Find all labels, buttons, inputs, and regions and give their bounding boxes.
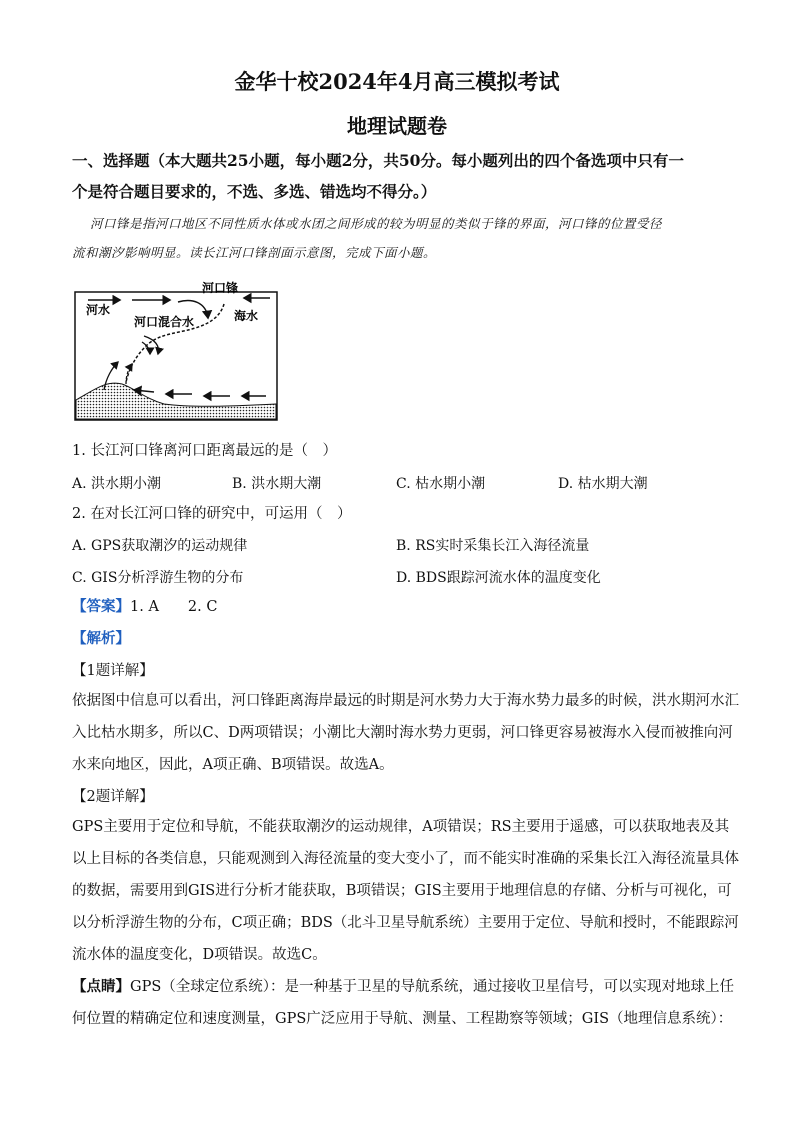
detail1-heading: 【1题详解】 (72, 663, 154, 679)
q1-option-a[interactable]: A. 洪水期小潮 (72, 476, 162, 492)
exam-title: 金华十校2024年4月高三模拟考试 (234, 69, 560, 94)
answer-tag: 【答案】 (72, 598, 130, 615)
label-sea: 海水 (234, 309, 259, 323)
detail2-line: 以分析浮游生物的分布，C项正确；BDS（北斗卫星导航系统）主要用于定位、导航和授时，不能跟踪河 (72, 915, 739, 931)
detail1-line: 水来向地区，因此，A项正确、B项错误。故选A。 (72, 757, 394, 773)
q1-option-b[interactable]: B. 洪水期大潮 (232, 476, 322, 492)
analysis-tag: 【解析】 (72, 630, 130, 647)
label-mixed: 河口混合水 (134, 315, 195, 329)
detail2-line: 的数据，需要用到GIS进行分析才能获取，B项错误；GIS主要用于地理信息的存储、分析与可视化，可 (72, 883, 732, 899)
detail2-heading: 【2题详解】 (72, 789, 154, 805)
point-tag: 【点睛】 (72, 978, 130, 995)
analysis-line (72, 628, 130, 650)
q2-option-d[interactable]: D. BDS跟踪河流水体的温度变化 (396, 570, 601, 586)
point-line2: 何位置的精确定位和速度测量，GPS广泛应用于导航、测量、工程勘察等领域；GIS（地理信息系统）： (72, 1011, 733, 1027)
detail1-line: 入比枯水期多，所以C、D两项错误；小潮比大潮时海水势力更弱，河口锋更容易被海水入侵而被推向河 (72, 725, 733, 741)
q2-option-c[interactable]: C. GIS分析浮游生物的分布 (72, 570, 244, 586)
detail1-line: 依据图中信息可以看出，河口锋距离海岸最远的时期是河水势力大于海水势力最多的时候，洪水期河水汇 (72, 693, 739, 709)
q1-option-c[interactable]: C. 枯水期小潮 (396, 476, 486, 492)
answer-text: 1. A 2. C (130, 599, 218, 615)
detail2-line: GPS主要用于定位和导航，不能获取潮汐的运动规律，A项错误；RS主要用于遥感，可以获取地表及其 (72, 819, 730, 835)
answer-line (72, 596, 217, 618)
passage-line1: 河口锋是指河口地区不同性质水体或水团之间形成的较为明显的类似于锋的界面，河口锋的位置受径 (90, 216, 663, 231)
label-front: 河口锋 (202, 281, 239, 295)
detail2-line: 流水体的温度变化，D项错误。故选C。 (72, 947, 327, 963)
label-river: 河水 (86, 303, 111, 317)
passage-line2: 流和潮汐影响明显。读长江河口锋剖面示意图，完成下面小题。 (72, 245, 437, 260)
q2-option-b[interactable]: B. RS实时采集长江入海径流量 (396, 538, 590, 554)
estuary-front-diagram (74, 280, 280, 426)
detail2-line: 以上目标的各类信息，只能观测到入海径流量的变大变小了，而不能实时准确的采集长江入海径流量具体 (72, 851, 739, 867)
q2-stem: 2. 在对长江河口锋的研究中，可运用（ ） (72, 506, 352, 522)
q1-stem: 1. 长江河口锋离河口距离最远的是（ ） (72, 443, 337, 459)
seabed (76, 383, 276, 419)
section-heading-line2: 个是符合题目要求的，不选、多选、错选均不得分。） (72, 182, 437, 201)
exam-subtitle: 地理试题卷 (347, 114, 447, 138)
point-line1 (72, 976, 734, 998)
q2-option-a[interactable]: A. GPS获取潮汐的运动规律 (72, 538, 248, 554)
point-text: GPS（全球定位系统）：是一种基于卫星的导航系统，通过接收卫星信号，可以实现对地球上任 (130, 979, 735, 995)
q1-option-d[interactable]: D. 枯水期大潮 (558, 476, 648, 492)
section-heading-line1: 一、选择题（本大题共25小题，每小题2分，共50分。每小题列出的四个备选项中只有一 (72, 151, 684, 170)
